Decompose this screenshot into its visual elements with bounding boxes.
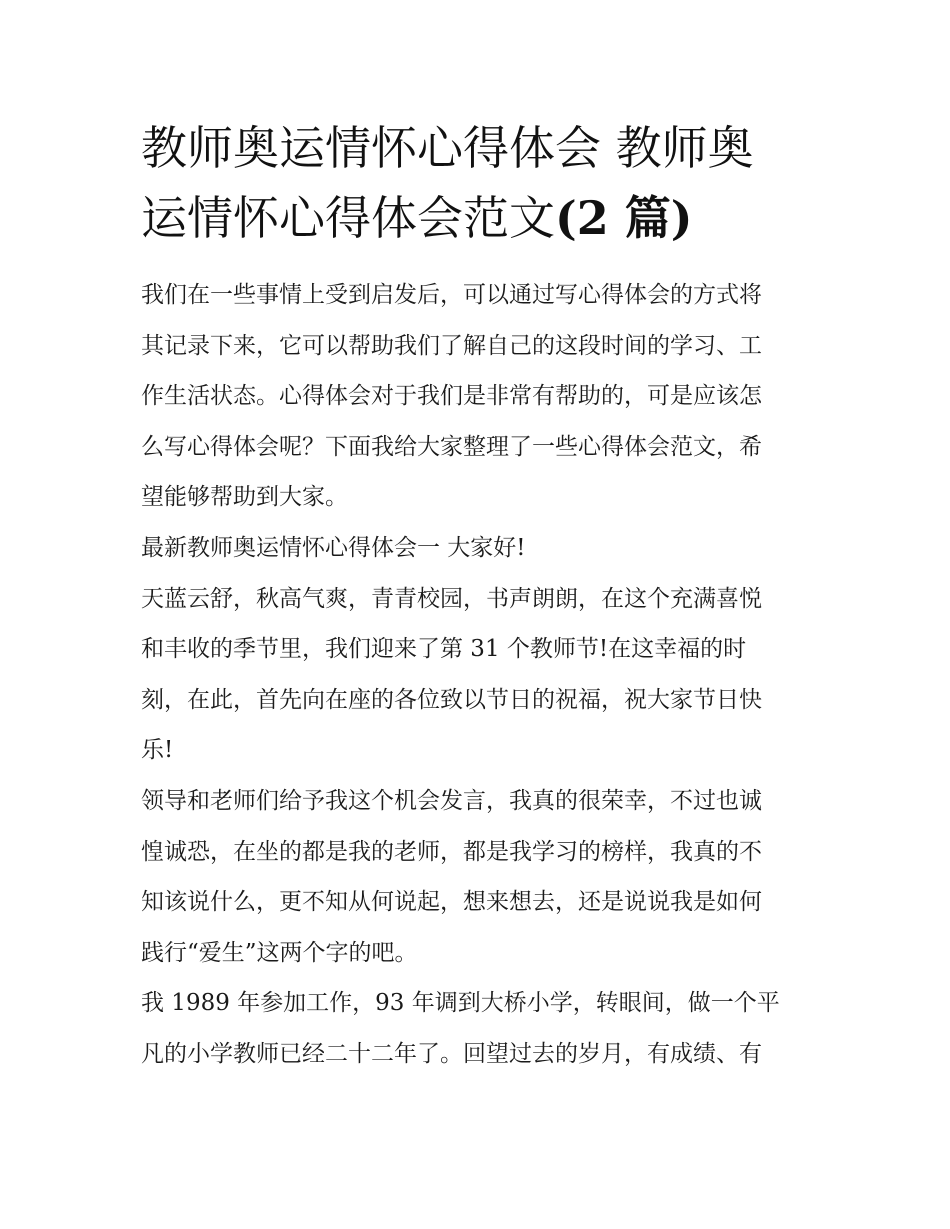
text-line: 作生活状态。心得体会对于我们是非常有帮助的，可是应该怎 — [141, 383, 762, 410]
text-line: 刻，在此，首先向在座的各位致以节日的祝福，祝大家节日快 — [141, 686, 762, 713]
title-suffix: (2 篇) — [555, 191, 693, 245]
text-line: 领导和老师们给予我这个机会发言，我真的很荣幸，不过也诚 — [141, 787, 762, 814]
paragraph-thanks — [141, 776, 813, 978]
text-line: 践行“爱生”这两个字的吧。 — [141, 939, 418, 966]
section-heading — [141, 523, 813, 574]
text-line: 凡的小学教师已经二十二年了。回望过去的岁月，有成绩、有 — [141, 1040, 762, 1067]
text-line: 知该说什么，更不知从何说起，想来想去，还是说说我是如何 — [141, 889, 762, 916]
text-line: 望能够帮助到大家。 — [141, 484, 348, 511]
paragraph-greeting — [141, 574, 813, 776]
document-title — [141, 113, 813, 253]
paragraph-intro — [141, 270, 813, 523]
document-body — [141, 113, 813, 1080]
title-line-2: 运情怀心得体会范文 — [141, 191, 555, 245]
text-line: 其记录下来，它可以帮助我们了解自己的这段时间的学习、工 — [141, 332, 762, 359]
text-line: 天蓝云舒，秋高气爽，青青校园，书声朗朗，在这个充满喜悦 — [141, 585, 762, 612]
text-line: 和丰收的季节里，我们迎来了第 31 个教师节!在这幸福的时 — [141, 636, 747, 663]
paragraph-career — [141, 978, 813, 1079]
text-line: 乐! — [141, 737, 174, 764]
text-line: 惶诚恐，在坐的都是我的老师，都是我学习的榜样，我真的不 — [141, 838, 762, 865]
text-line: 么写心得体会呢？下面我给大家整理了一些心得体会范文，希 — [141, 433, 762, 460]
text-line: 我们在一些事情上受到启发后，可以通过写心得体会的方式将 — [141, 282, 762, 308]
text-line: 最新教师奥运情怀心得体会一 大家好! — [141, 534, 526, 561]
text-line: 我 1989 年参加工作，93 年调到大桥小学，转眼间，做一个平 — [141, 990, 780, 1017]
title-line-1: 教师奥运情怀心得体会 教师奥 — [141, 121, 754, 175]
